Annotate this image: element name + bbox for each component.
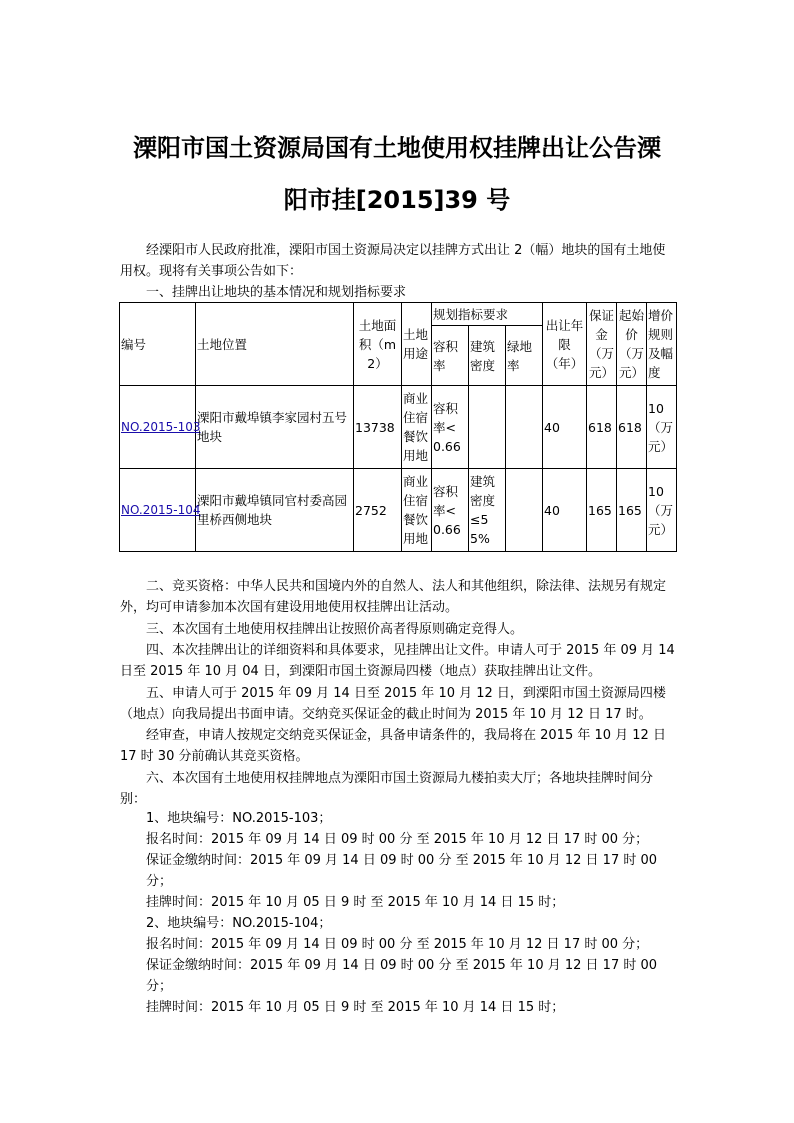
cell-area: 2752: [354, 469, 402, 552]
cell-green: [506, 469, 543, 552]
header-use: 土地用途: [402, 303, 432, 386]
header-start-price: 起始价（万元）: [617, 303, 647, 386]
schedule-parcel: 2、地块编号：NO.2015-104；: [146, 916, 332, 931]
table-row: [120, 469, 677, 552]
header-green: 绿地率: [506, 326, 543, 386]
cell-far: 容积率<0.66: [432, 386, 469, 469]
header-location: 土地位置: [196, 303, 354, 386]
land-parcel-table: [119, 302, 677, 552]
cell-start-price: 165: [617, 469, 647, 552]
paragraph-principle: 三、本次国有土地使用权挂牌出让按照价高者得原则确定竞得人。: [146, 622, 524, 637]
header-id: 编号: [120, 303, 196, 386]
header-increment: 增价规则及幅度: [647, 303, 677, 386]
paragraph-eligibility: 二、竞买资格：中华人民共和国境内外的自然人、法人和其他组织，除法律、法规另有规定外，均可申请参加本次国有建设用地使用权挂牌出让活动。: [120, 579, 667, 615]
cell-green: [506, 386, 543, 469]
schedule-deposit: 保证金缴纳时间：2015 年 09 月 14 日 09 时 00 分 至 2015 年 10 月 12 日 17 时 00: [146, 958, 658, 973]
cell-far: 容积率<0.66: [432, 469, 469, 552]
schedule-deposit: 保证金缴纳时间：2015 年 09 月 14 日 09 时 00 分 至 2015 年 10 月 12 日 17 时 00: [146, 853, 658, 868]
cell-start-price: 618: [617, 386, 647, 469]
parcel-link[interactable]: NO.2015-104: [121, 503, 201, 517]
cell-deposit: 165: [587, 469, 617, 552]
cell-deposit: 618: [587, 386, 617, 469]
table-row: [120, 386, 677, 469]
schedule-deposit-cont: 分；: [146, 979, 173, 994]
schedule-listing: 挂牌时间：2015 年 10 月 05 日 9 时 至 2015 年 10 月 14 日 15 时；: [146, 895, 565, 910]
intro-paragraph: 经溧阳市人民政府批准，溧阳市国土资源局决定以挂牌方式出让 2（幅）地块的国有土地使用权。现将有关事项公告如下：: [120, 243, 666, 279]
paragraph-application: 五、申请人可于 2015 年 09 月 14 日至 2015 年 10 月 12 日，到溧阳市国土资源局四楼（地点）向我局提出书面申请。交纳竞买保证金的截止时间为 2015 年 10 月 12 日 17 时。: [120, 686, 666, 722]
header-area: 土地面积（m2）: [354, 303, 402, 386]
header-deposit: 保证金（万元）: [587, 303, 617, 386]
schedule-registration: 报名时间：2015 年 09 月 14 日 09 时 00 分 至 2015 年 10 月 12 日 17 时 00 分；: [146, 937, 649, 952]
document-title-line2: 阳市挂[2015]39 号: [283, 186, 511, 214]
cell-term: 40: [543, 469, 587, 552]
cell-density: 建筑密度≤55%: [469, 469, 506, 552]
cell-location: 溧阳市戴埠镇同官村委高园里桥西侧地块: [196, 469, 354, 552]
cell-increment: 10（万元）: [647, 386, 677, 469]
section-heading-1: 一、挂牌出让地块的基本情况和规划指标要求: [146, 285, 407, 300]
parcel-link[interactable]: NO.2015-103: [121, 420, 201, 434]
cell-density: [469, 386, 506, 469]
cell-area: 13738: [354, 386, 402, 469]
paragraph-documents: 四、本次挂牌出让的详细资料和具体要求，见挂牌出让文件。申请人可于 2015 年 09 月 14 日至 2015 年 10 月 04 日，到溧阳市国土资源局四楼（地点）获取挂牌出让文件。: [120, 643, 675, 679]
cell-term: 40: [543, 386, 587, 469]
schedule-registration: 报名时间：2015 年 09 月 14 日 09 时 00 分 至 2015 年 10 月 12 日 17 时 00 分；: [146, 832, 649, 847]
header-term: 出让年限（年）: [543, 303, 587, 386]
schedule-listing: 挂牌时间：2015 年 10 月 05 日 9 时 至 2015 年 10 月 14 日 15 时；: [146, 1000, 565, 1015]
schedule-deposit-cont: 分；: [146, 874, 173, 889]
header-plan: 规划指标要求: [432, 303, 543, 326]
cell-use: 商业住宿餐饮用地: [402, 469, 432, 552]
cell-use: 商业住宿餐饮用地: [402, 386, 432, 469]
schedule-parcel: 1、地块编号：NO.2015-103；: [146, 811, 332, 826]
paragraph-review: 经审查，申请人按规定交纳竞买保证金，具备申请条件的，我局将在 2015 年 10 月 12 日 17 时 30 分前确认其竞买资格。: [120, 728, 666, 764]
cell-location: 溧阳市戴埠镇李家园村五号地块: [196, 386, 354, 469]
cell-increment: 10（万元）: [647, 469, 677, 552]
header-far: 容积率: [432, 326, 469, 386]
document-title-line1: 溧阳市国土资源局国有土地使用权挂牌出让公告溧: [133, 134, 661, 162]
header-density: 建筑密度: [469, 326, 506, 386]
paragraph-venue: 六、本次国有土地使用权挂牌地点为溧阳市国土资源局九楼拍卖大厅；各地块挂牌时间分别：: [120, 771, 654, 807]
